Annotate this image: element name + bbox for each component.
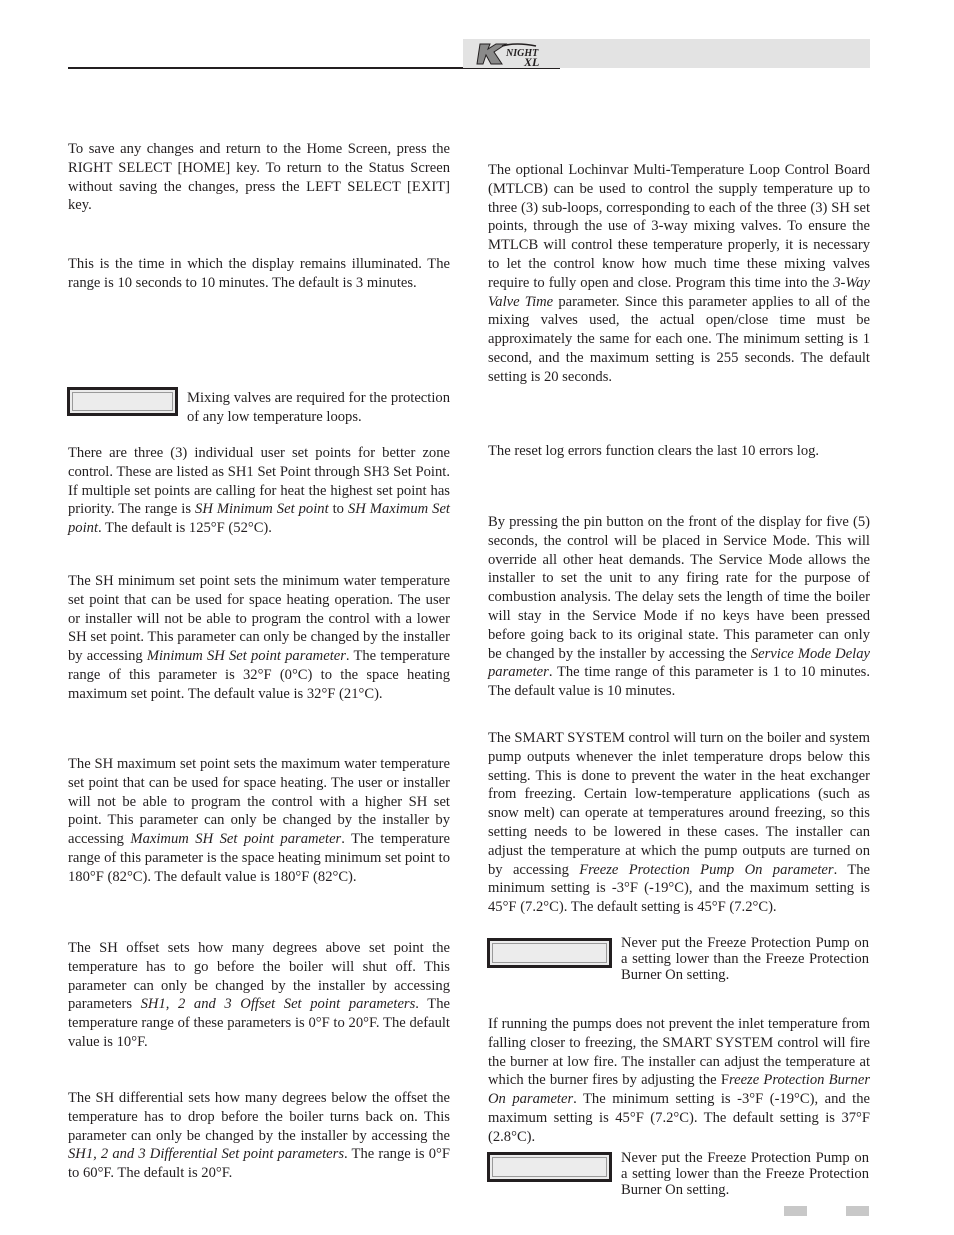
sh-maximum-set-point-paragraph: The SH maximum set point sets the maximum water temperature set point that can be used for space heating. The user or installer will not be able to program the control with a higher SH set point. This parameter can only be changed by the installer by accessing Maximum SH Set point parameter. The temperature range of this parameter is the space heating minimum set point to 180°F (82°C). The default value is 180°F (82°C). xyxy=(68,756,450,885)
footer-tab-left xyxy=(784,1206,807,1216)
freeze-burner-note: Never put the Freeze Protection Pump on a setting lower than the Freeze Protection Burner On setting. xyxy=(621,1150,869,1198)
sh-offset-paragraph: The SH offset sets how many degrees above set point the temperature has to go before the boiler will shut off. This parameter can only be changed by the installer by accessing parameters SH1, 2 and 3 Offset Set point parameters. The temperature range of these parameters is 0°F to 20°F. The default value is 10°F. xyxy=(68,940,450,1050)
caution-label-box xyxy=(487,938,612,968)
backlight-time-paragraph: This is the time in which the display remains illuminated. The range is 10 seconds to 10 minutes. The default is 3 minutes. xyxy=(68,256,450,291)
footer-tab-right xyxy=(846,1206,869,1216)
mixing-valves-note: Mixing valves are required for the protection of any low temperature loops. xyxy=(187,390,450,425)
svg-text:NIGHT: NIGHT xyxy=(506,48,539,59)
reset-log-errors-paragraph: The reset log errors function clears the last 10 errors log. xyxy=(488,443,820,459)
freeze-pump-note: Never put the Freeze Protection Pump on a setting lower than the Freeze Protection Burner On setting. xyxy=(621,935,869,983)
sh-differential-paragraph: The SH differential sets how many degrees below the offset the temperature has to drop before the boiler turns back on. This parameter can only be changed by the installer by accessing the SH1, 2 and 3 Differential Set point parameters. The range is 0°F to 60°F. The default is 20°F. xyxy=(68,1090,450,1182)
freeze-protection-burner-paragraph: If running the pumps does not prevent the inlet temperature from falling closer to freezing, the SMART SYSTEM control will fire the burner at low fire. The installer can adjust the temperature at which the burner fires by adjusting the Freeze Protection Burner On parameter. The minimum setting is -3°F (-19°C), and the maximum setting is 45°F (7.2°C). The default setting is 37°F (2.8°C). xyxy=(488,1016,871,1145)
sh-set-points-paragraph: There are three (3) individual user set points for better zone control. These are listed as SH1 Set Point through SH3 Set Point. If multiple set points are calling for heat the highest set point has priority. The range is SH Minimum Set point to SH Maximum Set point. The default is 125°F (52°C). xyxy=(68,445,450,537)
knight-xl-logo xyxy=(476,40,548,68)
caution-label-box xyxy=(487,1152,612,1182)
save-changes-paragraph: To save any changes and return to the Home Screen, press the RIGHT SELECT [HOME] key. To return to the Status Screen without saving the changes, press the LEFT SELECT [EXIT] key. xyxy=(68,141,450,214)
caution-label-box xyxy=(67,387,178,416)
mtlcb-valve-time-paragraph: The optional Lochinvar Multi-Temperature Loop Control Board (MTLCB) can be used to control the supply temperature up to three (3) sub-loops, corresponding to each of the three (3) SH set points, through the use of 3-way mixing valves. To ensure the MTLCB will control these temperature properly, it is necessary to let the control know how much time these mixing valves require to fully open and close. Program this time into the 3-Way Valve Time parameter. Since this parameter applies to all of the mixing valves used, the actual open/close time must be approximately the same for each one. The minimum setting is 1 second, and the maximum setting is 255 seconds. The default setting is 20 seconds. xyxy=(488,162,870,385)
svg-text:XL: XL xyxy=(524,55,540,68)
sh-minimum-set-point-paragraph: The SH minimum set point sets the minimum water temperature set point that can be used for space heating operation. The user or installer will not be able to program the control with a lower SH set point. This parameter can only be changed by the installer by accessing Minimum SH Set point parameter. The temperature range of this parameter is 32°F (0°C) to the space heating maximum set point. The default value is 32°F (21°C). xyxy=(68,573,450,702)
service-mode-paragraph: By pressing the pin button on the front of the display for five (5) seconds, the control will be placed in Service Mode. This will override all other heat demands. The Service Mode allows the installer to set the unit to any firing rate for the purpose of combustion analysis. The delay sets the length of time the boiler will stay in the Service Mode if no keys have been pressed before going back to its original state. This parameter can only be changed by the installer by accessing the Service Mode Delay parameter. The time range of this parameter is 1 to 10 minutes. The default value is 10 minutes. xyxy=(488,514,871,700)
freeze-protection-pump-paragraph: The SMART SYSTEM control will turn on the boiler and system pump outputs whenever the inlet temperature drops below this setting. This is done to prevent the water in the heat exchanger from freezing. Certain low-temperature applications (such as snow melt) can operate at temperatures around freezing, so this setting needs to be lowered in these cases. The installer can adjust the temperature at which the pump outputs are turned on by accessing Freeze Protection Pump On parameter. The minimum setting is -3°F (-19°C), and the maximum setting is 45°F (7.2°C). The default setting is 45°F (7.2°C). xyxy=(488,730,871,916)
